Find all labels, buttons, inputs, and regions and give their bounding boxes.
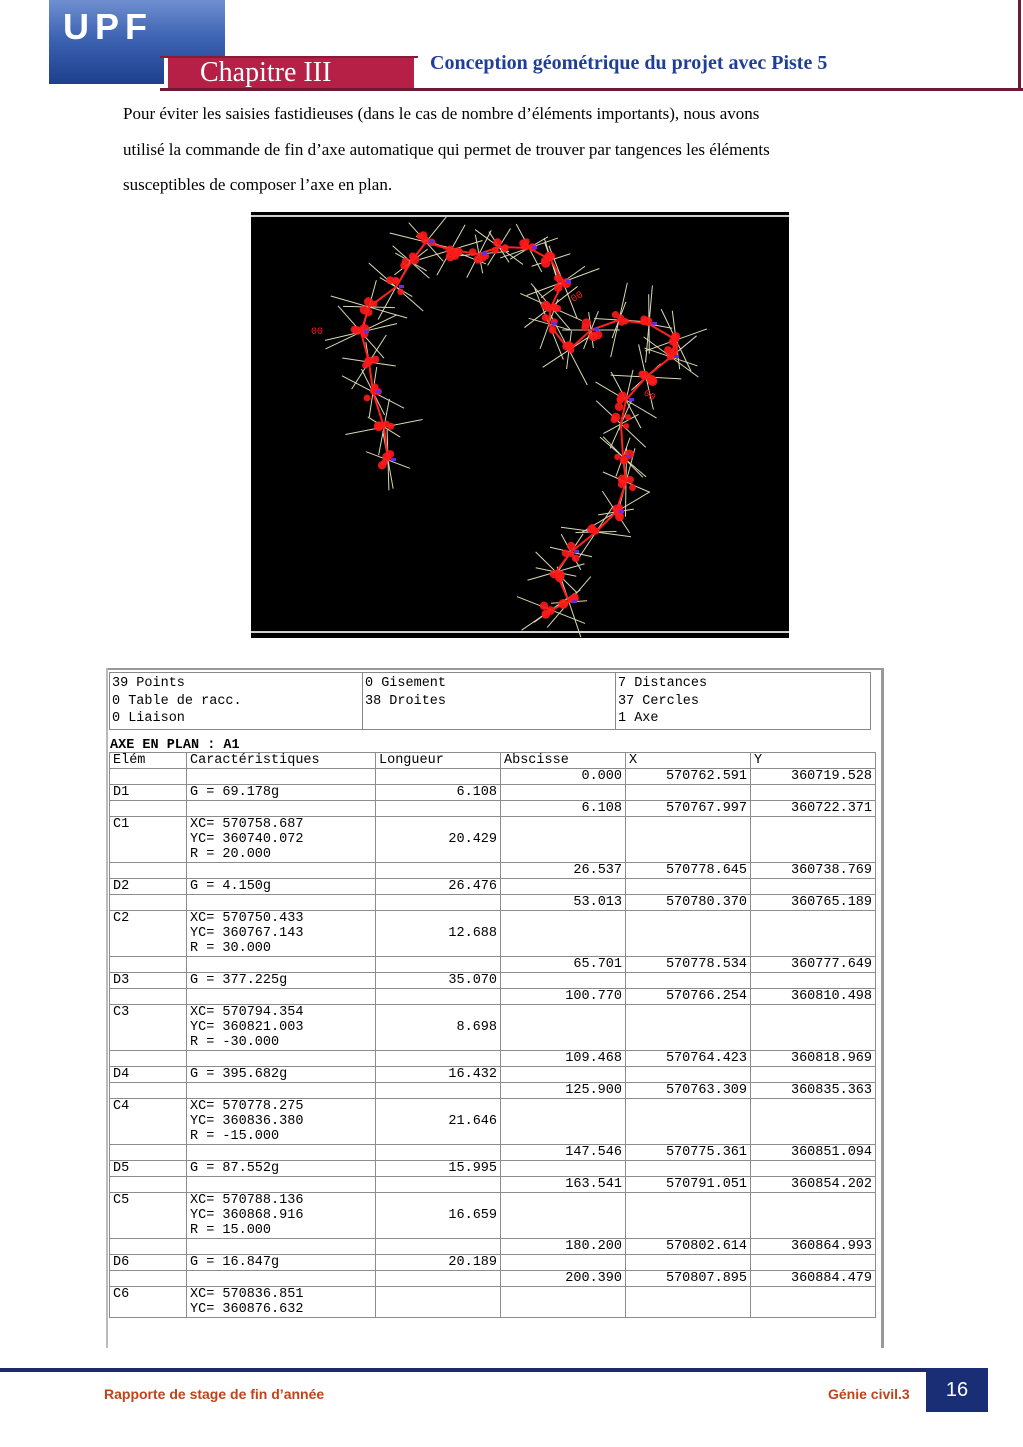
cell-x: 570778.645: [626, 863, 751, 879]
plan-view-plot: [251, 212, 789, 638]
table-row: [110, 1145, 876, 1161]
cell-x: 570802.614: [626, 1239, 751, 1255]
cell-caract: XC= 570788.136 YC= 360868.916 R = 15.000: [187, 1193, 376, 1239]
cell-longueur: 16.432: [376, 1067, 501, 1083]
axis-marker: [532, 246, 537, 249]
plan-view-svg: [251, 212, 789, 638]
axis-point: [381, 459, 388, 466]
cell-abscisse: [501, 1193, 626, 1239]
axis-point: [568, 347, 574, 353]
cell-longueur: 12.688: [376, 911, 501, 957]
cell-caract: G = 395.682g: [187, 1067, 376, 1083]
cell-abscisse: 100.770: [501, 989, 626, 1005]
header-elem: Elém: [110, 753, 187, 769]
cell-abscisse: 26.537: [501, 863, 626, 879]
header-title: Conception géométrique du projet avec Piste 5: [430, 52, 828, 74]
axis-point: [387, 423, 394, 430]
table-row: [110, 1239, 876, 1255]
axis-point: [547, 252, 556, 261]
page-number: 16: [926, 1368, 988, 1412]
cell-caract: XC= 570750.433 YC= 360767.143 R = 30.000: [187, 911, 376, 957]
plot-label: 00: [311, 327, 324, 338]
cell-y: [751, 785, 876, 801]
cell-x: [626, 1255, 751, 1271]
cell-x: 570791.051: [626, 1177, 751, 1193]
cell-longueur: [376, 863, 501, 879]
axe-table: [109, 752, 876, 1318]
summary-item: 1 Axe: [618, 711, 659, 726]
table-row: [110, 817, 876, 863]
paragraph-line: susceptibles de composer l’axe en plan.: [123, 175, 393, 194]
cell-y: 360864.993: [751, 1239, 876, 1255]
table-row: [110, 1255, 876, 1271]
cell-elem: D3: [110, 973, 187, 989]
cell-longueur: 8.698: [376, 1005, 501, 1051]
axis-point: [615, 512, 624, 521]
cell-caract: [187, 1083, 376, 1099]
cell-x: [626, 1005, 751, 1051]
cell-longueur: 20.189: [376, 1255, 501, 1271]
cell-abscisse: [501, 817, 626, 863]
header-y: Y: [751, 753, 876, 769]
cell-y: 360722.371: [751, 801, 876, 817]
cell-elem: D1: [110, 785, 187, 801]
axis-point: [474, 255, 483, 264]
cell-elem: [110, 1145, 187, 1161]
summary-item: 0 Table de racc.: [112, 693, 242, 709]
cell-x: [626, 1161, 751, 1177]
cell-x: [626, 1067, 751, 1083]
cell-elem: D5: [110, 1161, 187, 1177]
table-row: [110, 957, 876, 973]
cell-x: 570764.423: [626, 1051, 751, 1067]
table-row: [110, 1051, 876, 1067]
cell-abscisse: [501, 785, 626, 801]
cell-abscisse: [501, 879, 626, 895]
table-row: [110, 801, 876, 817]
chapter-label: Chapitre III: [168, 58, 414, 88]
cell-caract: [187, 863, 376, 879]
cell-y: [751, 1005, 876, 1051]
cell-x: 570778.534: [626, 957, 751, 973]
table-row: [110, 1287, 876, 1318]
axis-point: [549, 326, 557, 334]
cell-abscisse: 6.108: [501, 801, 626, 817]
cell-elem: [110, 989, 187, 1005]
cell-x: 570766.254: [626, 989, 751, 1005]
cell-abscisse: [501, 1005, 626, 1051]
axis-point: [550, 303, 558, 311]
cell-abscisse: [501, 1255, 626, 1271]
summary-item: 38 Droites: [365, 693, 447, 709]
cell-abscisse: 125.900: [501, 1083, 626, 1099]
summary-item: 0 Gisement: [365, 676, 447, 691]
table-row: [110, 785, 876, 801]
cell-longueur: [376, 989, 501, 1005]
cell-longueur: [376, 1239, 501, 1255]
cell-y: [751, 973, 876, 989]
cell-x: 570763.309: [626, 1083, 751, 1099]
axis-point: [593, 330, 602, 339]
axis-point: [555, 573, 564, 582]
cell-abscisse: 0.000: [501, 769, 626, 785]
cell-y: 360719.528: [751, 769, 876, 785]
footer-right: Génie civil.3: [828, 1386, 910, 1402]
axis-marker: [574, 550, 579, 553]
axis-point: [362, 362, 369, 369]
axis-point: [397, 289, 404, 296]
cell-y: [751, 1255, 876, 1271]
cell-caract: [187, 1177, 376, 1193]
table-row: [110, 1193, 876, 1239]
cell-abscisse: 53.013: [501, 895, 626, 911]
cell-abscisse: 200.390: [501, 1271, 626, 1287]
axis-point: [554, 284, 562, 292]
cell-x: [626, 1193, 751, 1239]
header-longueur: Longueur: [376, 753, 501, 769]
table-row: [110, 863, 876, 879]
cell-y: [751, 817, 876, 863]
cell-longueur: [376, 801, 501, 817]
cell-elem: [110, 863, 187, 879]
axis-point: [625, 414, 631, 420]
cell-elem: C4: [110, 1099, 187, 1145]
cell-y: 360777.649: [751, 957, 876, 973]
cell-x: 570762.591: [626, 769, 751, 785]
summary-item: 39 Points: [112, 676, 185, 691]
axis-point: [364, 394, 371, 401]
axis-marker: [594, 328, 599, 331]
axis-point: [400, 262, 408, 270]
cell-abscisse: 147.546: [501, 1145, 626, 1161]
logo-text: UPF: [63, 6, 153, 47]
plot-label: 00: [569, 289, 586, 306]
cell-elem: [110, 1051, 187, 1067]
axis-point: [542, 314, 549, 321]
header-x: X: [626, 753, 751, 769]
cell-longueur: 16.659: [376, 1193, 501, 1239]
cell-x: [626, 973, 751, 989]
axis-point: [453, 247, 462, 256]
axis-point: [567, 542, 575, 550]
table-row: [110, 973, 876, 989]
cell-y: 360851.094: [751, 1145, 876, 1161]
cell-y: [751, 879, 876, 895]
cell-elem: C2: [110, 911, 187, 957]
cell-longueur: 21.646: [376, 1099, 501, 1145]
cell-caract: [187, 801, 376, 817]
axis-marker: [552, 322, 557, 325]
cell-y: [751, 911, 876, 957]
cell-y: [751, 1161, 876, 1177]
axis-point: [540, 602, 548, 610]
axis-marker: [391, 458, 396, 461]
cell-caract: XC= 570836.851 YC= 360876.632: [187, 1287, 376, 1318]
axis-marker: [629, 398, 634, 401]
intro-paragraph: [123, 96, 923, 203]
cell-elem: C5: [110, 1193, 187, 1239]
cell-longueur: 15.995: [376, 1161, 501, 1177]
axis-marker: [566, 280, 571, 283]
axis-point: [376, 422, 384, 430]
cell-y: 360818.969: [751, 1051, 876, 1067]
cell-x: [626, 911, 751, 957]
paragraph-line: utilisé la commande de fin d’axe automatique qui permet de trouver par tangences les éléments: [123, 139, 770, 159]
cell-longueur: [376, 1051, 501, 1067]
footer-divider: [0, 1368, 932, 1372]
piste-table-window: [106, 668, 884, 1348]
paragraph-line: Pour éviter les saisies fastidieuses (dans le cas de nombre d’éléments importants), nous avons: [123, 104, 760, 123]
axis-point: [629, 484, 636, 491]
cell-longueur: 20.429: [376, 817, 501, 863]
table-row: [110, 989, 876, 1005]
axis-marker: [482, 252, 487, 255]
summary-item: 37 Cercles: [618, 693, 700, 709]
axis-marker: [619, 510, 624, 513]
cell-abscisse: [501, 1287, 626, 1318]
cell-elem: C3: [110, 1005, 187, 1051]
axis-marker: [674, 355, 679, 358]
axis-point: [611, 416, 618, 423]
footer-left: Rapporte de stage de fin d’année: [104, 1386, 325, 1402]
table-header-row: [110, 753, 876, 769]
table-row: [110, 1177, 876, 1193]
axis-point: [626, 476, 634, 484]
axis-point: [493, 238, 502, 247]
table-row: [110, 1099, 876, 1145]
cell-longueur: 26.476: [376, 879, 501, 895]
axis-point: [623, 423, 629, 429]
header-divider: [160, 88, 1023, 91]
cell-caract: [187, 989, 376, 1005]
axis-point: [571, 593, 578, 600]
axis-point: [371, 301, 377, 307]
axis-point: [640, 371, 649, 380]
cell-x: 570775.361: [626, 1145, 751, 1161]
cell-abscisse: 109.468: [501, 1051, 626, 1067]
cell-caract: [187, 1271, 376, 1287]
cell-y: [751, 1067, 876, 1083]
cell-caract: [187, 895, 376, 911]
table-row: [110, 879, 876, 895]
cell-longueur: 35.070: [376, 973, 501, 989]
table-row: [110, 1271, 876, 1287]
axis-point: [372, 383, 379, 390]
table-row: [110, 1083, 876, 1099]
axis-marker: [399, 285, 404, 288]
axis-point: [582, 318, 591, 327]
cell-x: 570767.997: [626, 801, 751, 817]
cell-caract: G = 4.150g: [187, 879, 376, 895]
cell-elem: [110, 769, 187, 785]
cell-y: [751, 1099, 876, 1145]
cell-elem: [110, 801, 187, 817]
cell-caract: XC= 570794.354 YC= 360821.003 R = -30.000: [187, 1005, 376, 1051]
summary-item: 7 Distances: [618, 676, 708, 691]
summary-box: [109, 672, 871, 730]
table-row: [110, 769, 876, 785]
cell-abscisse: [501, 1161, 626, 1177]
axis-point: [619, 320, 625, 326]
axis-point: [667, 352, 675, 360]
cell-caract: XC= 570758.687 YC= 360740.072 R = 20.000: [187, 817, 376, 863]
cell-elem: D6: [110, 1255, 187, 1271]
table-row: [110, 1067, 876, 1083]
cell-longueur: [376, 1271, 501, 1287]
axis-point: [618, 475, 628, 485]
axis-point: [618, 391, 628, 401]
cell-x: [626, 785, 751, 801]
axis-point: [673, 335, 680, 342]
cell-caract: [187, 1051, 376, 1067]
axe-title: AXE EN PLAN : A1: [110, 738, 240, 753]
axis-point: [612, 311, 619, 318]
axis-marker: [429, 240, 434, 243]
axis-point: [615, 402, 623, 410]
summary-col-3: [618, 675, 707, 728]
cell-longueur: [376, 895, 501, 911]
cell-x: [626, 817, 751, 863]
cell-elem: [110, 1083, 187, 1099]
cell-longueur: 6.108: [376, 785, 501, 801]
cell-longueur: [376, 957, 501, 973]
cell-caract: G = 87.552g: [187, 1161, 376, 1177]
cell-elem: [110, 1271, 187, 1287]
cell-elem: D2: [110, 879, 187, 895]
cell-caract: G = 69.178g: [187, 785, 376, 801]
cell-longueur: [376, 1177, 501, 1193]
cell-caract: [187, 957, 376, 973]
cell-longueur: [376, 1145, 501, 1161]
cell-y: [751, 1287, 876, 1318]
header-caract: Caractéristiques: [187, 753, 376, 769]
plot-label: 00: [640, 388, 657, 405]
axis-marker: [364, 330, 369, 333]
cell-abscisse: 180.200: [501, 1239, 626, 1255]
cell-abscisse: 163.541: [501, 1177, 626, 1193]
axis-point: [568, 551, 575, 558]
axis-point: [409, 255, 419, 265]
cell-longueur: [376, 1287, 501, 1318]
axis-point: [360, 306, 369, 315]
table-row: [110, 1005, 876, 1051]
axis-point: [392, 277, 399, 284]
cell-longueur: [376, 769, 501, 785]
cell-y: 360738.769: [751, 863, 876, 879]
axis-point: [386, 450, 394, 458]
axis-point: [587, 525, 595, 533]
axis-point: [469, 248, 477, 256]
cell-x: 570780.370: [626, 895, 751, 911]
axis-point: [492, 247, 499, 254]
cell-caract: G = 377.225g: [187, 973, 376, 989]
cell-caract: G = 16.847g: [187, 1255, 376, 1271]
cell-abscisse: [501, 973, 626, 989]
cell-abscisse: [501, 911, 626, 957]
cell-x: [626, 1099, 751, 1145]
summary-col-2: [365, 675, 446, 710]
axis-marker: [572, 600, 577, 603]
cell-y: 360854.202: [751, 1177, 876, 1193]
cell-caract: XC= 570778.275 YC= 360836.380 R = -15.000: [187, 1099, 376, 1145]
cell-caract: [187, 1239, 376, 1255]
cell-elem: C6: [110, 1287, 187, 1318]
table-row: [110, 911, 876, 957]
cell-x: 570807.895: [626, 1271, 751, 1287]
cell-y: 360835.363: [751, 1083, 876, 1099]
cell-elem: C1: [110, 817, 187, 863]
axis-point: [541, 301, 550, 310]
cell-y: 360810.498: [751, 989, 876, 1005]
cell-y: 360884.479: [751, 1271, 876, 1287]
cell-elem: [110, 957, 187, 973]
cell-x: [626, 1287, 751, 1318]
axis-marker: [652, 322, 657, 325]
summary-item: 0 Liaison: [112, 711, 185, 726]
cell-y: 360765.189: [751, 895, 876, 911]
table-row: [110, 1161, 876, 1177]
axis-point: [524, 238, 530, 244]
summary-col-1: [112, 675, 242, 728]
table-row: [110, 895, 876, 911]
axis-point: [558, 599, 568, 609]
cell-abscisse: [501, 1099, 626, 1145]
axis-marker: [626, 455, 631, 458]
axis-point: [501, 245, 509, 253]
header-abscisse: Abscisse: [501, 753, 626, 769]
cell-caract: [187, 769, 376, 785]
cell-caract: [187, 1145, 376, 1161]
axis-point: [643, 317, 652, 326]
cell-elem: [110, 1239, 187, 1255]
cell-elem: [110, 1177, 187, 1193]
cell-elem: D4: [110, 1067, 187, 1083]
axis-point: [556, 276, 563, 283]
axis-marker: [376, 390, 381, 393]
axis-point: [614, 454, 620, 460]
cell-x: [626, 879, 751, 895]
cell-longueur: [376, 1083, 501, 1099]
cell-elem: [110, 895, 187, 911]
cell-y: [751, 1193, 876, 1239]
cell-abscisse: 65.701: [501, 957, 626, 973]
axis-point: [542, 610, 551, 619]
cell-abscisse: [501, 1067, 626, 1083]
